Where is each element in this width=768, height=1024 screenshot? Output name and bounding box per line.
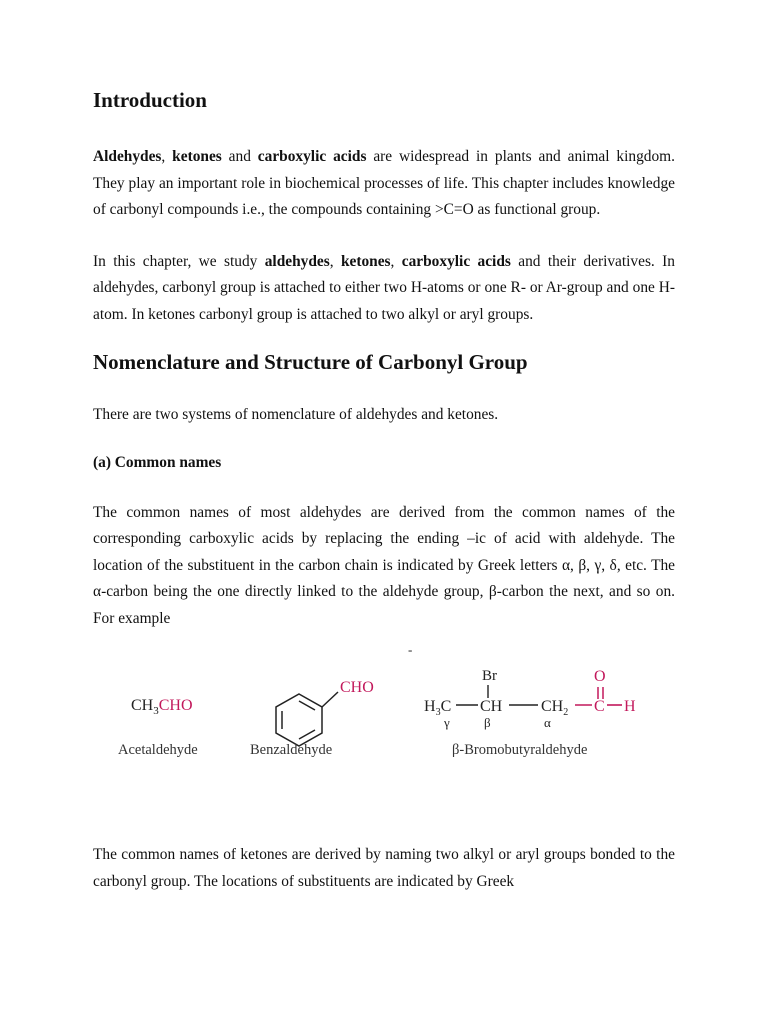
acetaldehyde-formula: [131, 697, 193, 717]
term-ketones: ketones: [172, 148, 222, 165]
alpha-label: α: [544, 715, 551, 730]
text-run: are widespread in plants and animal kingdom. They play an important role in biochemical processes of life. This chapter includes knowledge of carbonyl compounds i.e., the compounds containing >C=O as functional group.: [93, 148, 675, 218]
text-run: ,: [161, 148, 173, 165]
document-content: [93, 86, 675, 895]
ch-group: CH: [480, 698, 503, 715]
benzaldehyde-label: Benzaldehyde: [250, 742, 333, 758]
acetaldehyde-label: Acetaldehyde: [118, 742, 198, 758]
text-run: ,: [329, 252, 341, 270]
gamma-label: γ: [444, 715, 450, 730]
term-carboxylic-acids: carboxylic acids: [401, 252, 511, 270]
formula-cho: CHO: [158, 697, 193, 714]
ch2-text: CH: [541, 698, 564, 715]
formula-ch: CH: [131, 697, 154, 714]
text-run: and: [221, 148, 258, 165]
chemical-structures-figure: [93, 642, 675, 830]
oxygen-atom: O: [594, 668, 606, 685]
term-carboxylic-acids: carboxylic acids: [257, 148, 367, 165]
subscript-2: 2: [563, 707, 569, 718]
bromine-atom: Br: [482, 668, 497, 684]
text-run: and their derivatives. In aldehydes, carbonyl group is attached to either two H-atoms or one R- or Ar-group and one H-atom. In ketones carbonyl group is attached to two alkyl or aryl groups.: [93, 252, 675, 323]
common-names-paragraph: The common names of most aldehydes are derived from the common names of the corresponding carboxylic acids by replacing the ending –ic of acid with aldehyde. The location of the substituent in the carbon chain is indicated by Greek letters α, β, γ, δ, etc. The α-carbon being the one directly linked to the aldehyde group, β-carbon the next, and so on. For example: [93, 503, 675, 627]
text-run: ,: [390, 252, 402, 270]
term-aldehydes: Aldehydes: [93, 148, 162, 165]
bromobutyraldehyde-label: β-Bromobutyraldehyde: [452, 742, 588, 758]
ketones-paragraph: The common names of ketones are derived by naming two alkyl or aryl groups bonded to the carbonyl group. The locations of substituents are indicated by Greek: [93, 846, 675, 890]
structures-svg: [0, 642, 768, 830]
text-run: In this chapter, we study: [93, 252, 265, 270]
term-aldehydes: aldehydes: [264, 252, 330, 270]
benzaldehyde-cho: CHO: [340, 679, 374, 696]
nomenclature-paragraph-1: There are two systems of nomenclature of aldehydes and ketones.: [93, 406, 499, 423]
subscript-3: 3: [435, 707, 441, 718]
benzene-ring: [276, 692, 338, 746]
introduction-heading: Introduction: [93, 88, 207, 112]
common-names-subheading: (a) Common names: [93, 453, 222, 471]
aldehyde-h-atom: H: [624, 698, 636, 715]
intro-paragraph-1: [93, 144, 675, 224]
beta-label: β: [484, 715, 491, 730]
c-atom: C: [440, 698, 452, 715]
h-atom: H: [424, 698, 436, 715]
formula-subscript: 3: [153, 705, 159, 717]
intro-paragraph-2: [93, 249, 675, 329]
term-ketones: ketones: [340, 252, 391, 270]
stray-mark: -: [408, 642, 413, 657]
carbonyl-carbon: C: [594, 698, 605, 715]
nomenclature-heading: Nomenclature and Structure of Carbonyl Group: [93, 350, 528, 374]
